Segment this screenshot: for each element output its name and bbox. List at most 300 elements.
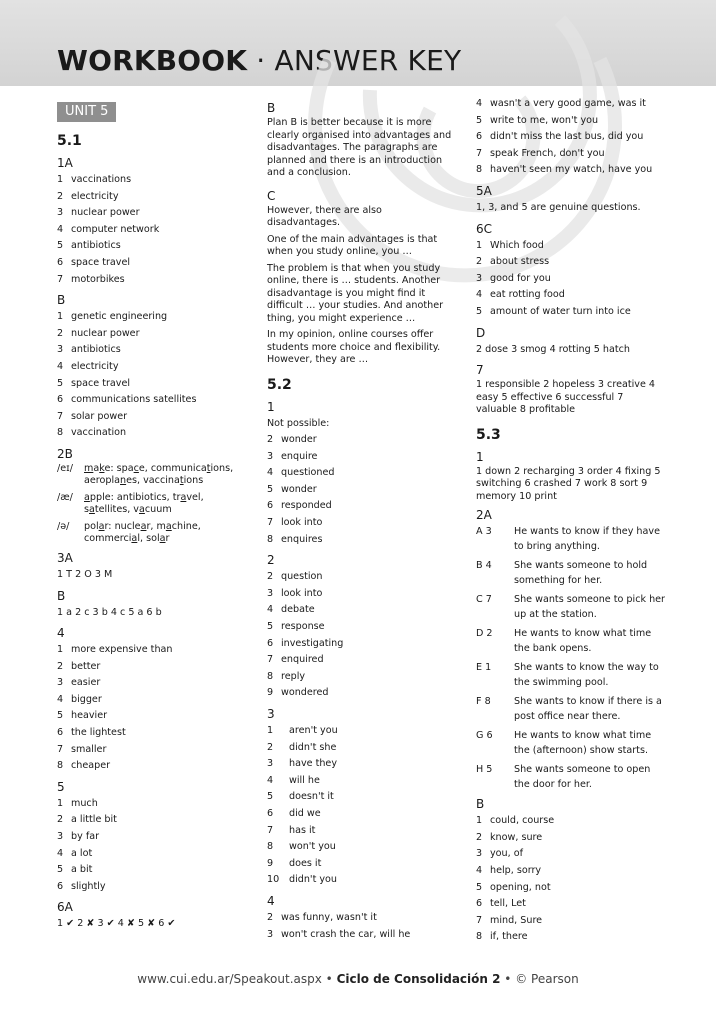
item-answer: genetic engineering [71,311,168,323]
item-answer: write to me, won't you [490,114,599,126]
item-number: 7 [267,517,274,529]
item-answer: didn't miss the last bus, did you [490,131,644,143]
phoneme-row: /eɪ/ make: space, communications, aeroplanes, vaccinations [57,462,234,487]
list-item [476,929,666,946]
ex-1a-heading: 1A [57,156,73,170]
item-number: 9 [267,687,274,699]
item-number: 7 [267,824,274,836]
item-answer: questioned [281,467,335,479]
item-number: 3 [476,272,483,284]
unit-badge: UNIT 5 [57,102,116,122]
item-answer: the lightest [71,727,126,739]
ex-3b-text: 1 a 2 c 3 b 4 c 5 a 6 b [57,606,162,618]
item-answer: haven't seen my watch, have you [490,164,653,176]
item-number: 2 [476,256,483,268]
list-item [267,773,457,790]
column-3 [476,96,666,946]
list-item [267,789,457,806]
page-footer [0,972,716,986]
item-answer: motorbikes [71,273,125,285]
item-number: 5 [267,483,274,495]
item-number: 5 [476,114,483,126]
list-item [476,896,666,913]
item-answer: She wants someone to pick her up at the station. [514,594,665,621]
ex-2b-heading: 2B [57,446,73,461]
item-answer: won't you [289,841,336,853]
list-item [267,856,457,873]
item-number: 5 [267,791,274,803]
item-answer: about stress [490,256,550,268]
list-item [57,758,247,775]
phoneme-row: /ə/ polar: nuclear, machine, commercial, solar [57,520,201,545]
item-answer: help, sorry [490,864,542,876]
list-item [267,652,457,669]
list-item [57,725,247,742]
item-answer: cheaper [71,760,111,772]
ex-1b-heading: B [57,293,66,308]
item-number: 6 [476,131,483,143]
item-number: 4 [476,289,483,301]
item-answer: a lot [71,847,93,859]
list-item [57,359,247,376]
text: you might find it difficult … your studies. [267,287,426,311]
list-item [57,708,247,725]
ex-53-2a-heading: 2A [476,508,492,523]
item-number: 10 [267,874,280,886]
item-number: 9 [267,857,274,869]
column-2 [267,96,457,943]
footer-sep: • [321,972,337,986]
item-number: 7 [476,147,483,159]
page-title [57,45,461,77]
item-number: 1 [57,311,64,323]
ex-52-4-list [267,910,457,943]
item-answer: She wants someone to open the door for her. [514,764,651,791]
item-answer: a little bit [71,814,117,826]
list-item [267,756,457,773]
list-item [476,238,666,255]
list-item [57,238,247,255]
item-number: 8 [476,931,483,943]
ex-53-b-list [476,813,666,946]
item-number: 8 [57,760,64,772]
list-item [57,829,247,846]
item-number: 8 [267,670,274,682]
item-answer: space travel [71,256,131,268]
list-item [476,558,666,588]
section-5-3-heading: 5.3 [476,426,501,443]
item-answer: wonder [281,483,317,495]
list-item [57,342,247,359]
phrase: However, [267,204,313,216]
list-item [476,762,666,792]
item-number: 8 [476,164,483,176]
item-answer: has it [289,824,316,836]
item-answer: look into [281,517,323,529]
ex-b-text: Plan B is better because it is more clearly organised into advantages and disadvantages. The paragraphs are planned and there is an introduction and a conclusion. [267,117,452,178]
list-item [476,129,666,146]
list-item [57,172,247,189]
item-answer: heavier [71,710,108,722]
list-item [267,619,457,636]
item-answer: better [71,660,101,672]
ex-b-heading: B [267,101,276,115]
item-number: 1 [267,725,274,736]
ex-5a-heading: 5A [476,183,492,198]
section-5-1-heading: 5.1 [57,133,82,149]
item-number: 6 [57,727,64,739]
list-item [267,586,457,603]
item-answer: didn't you [289,874,338,886]
list-item [57,675,247,692]
item-answer: wondered [281,687,329,699]
item-number: 5 [57,240,64,252]
item-answer: mind, Sure [490,914,543,926]
list-item [476,113,666,130]
page-header [0,0,716,86]
item-number: 2 [476,831,483,843]
item-number: 1 [476,239,483,251]
item-answer: He wants to know what time the (afternoon) show starts. [514,730,652,757]
ex-c-para-4 [267,329,457,367]
item-number: 3 [267,587,274,599]
item-answer: bigger [71,693,102,705]
item-answer: communications satellites [71,394,197,406]
list-item [476,728,666,758]
list-item [476,146,666,163]
list-item [476,694,666,724]
list-item [267,823,457,840]
ex-c-para-1 [267,205,457,230]
item-number: 4 [476,98,483,109]
item-answer: investigating [281,637,344,649]
list-item [57,205,247,222]
text: when you study online, you … [267,246,412,257]
item-number: 6 [57,394,64,406]
item-answer: will he [289,774,320,786]
ex-6c-list [476,238,666,321]
ex-6a-text: 1 ✔ 2 ✘ 3 ✔ 4 ✘ 5 ✘ 6 ✔ [57,918,176,930]
list-item [267,723,457,740]
item-answer: could, course [490,815,555,827]
ex-4-cont-list [476,96,666,179]
ex-6c-heading: 6C [476,221,493,236]
item-answer: question [281,571,323,583]
item-answer: have they [289,758,338,770]
item-answer: She wants someone to hold something for her. [514,560,648,587]
item-number: 3 [267,928,274,940]
item-answer: you, of [490,848,523,860]
item-answer: computer network [71,223,160,235]
item-number: 5 [476,881,483,893]
list-item [267,910,457,927]
item-answer: He wants to know what time the bank opens. [514,628,652,655]
item-number: 6 [267,637,274,649]
item-number: 4 [57,223,64,235]
ex-c-para-2 [267,234,457,259]
item-number: 7 [57,410,64,422]
item-answer: much [71,797,98,809]
text: when you study online, there is … students. [267,262,441,286]
list-item [57,392,247,409]
item-answer: Which food [490,239,544,251]
item-number: 2 [267,571,274,583]
item-answer: good for you [490,272,551,284]
list-item [57,742,247,759]
item-number: 8 [57,427,64,439]
item-answer: nuclear power [71,327,140,339]
item-answer: was funny, wasn't it [281,911,377,923]
ex-52-3-heading: 3 [267,707,275,721]
item-number: 6 [267,807,274,819]
item-answer: nuclear power [71,207,140,219]
item-answer: by far [71,831,100,843]
list-item [476,846,666,863]
list-item [267,532,457,549]
item-number: 4 [267,467,274,479]
item-number: C 7 [476,594,492,606]
item-answer: speak French, don't you [490,147,605,159]
item-number: 4 [267,774,274,786]
item-answer: reply [281,670,306,682]
ex-7-heading: 7 [476,363,484,378]
list-item [476,162,666,179]
item-number: 2 [57,660,64,672]
list-item [267,432,457,449]
item-answer: responded [281,500,332,512]
ex-4-list [57,642,247,775]
list-item [57,812,247,829]
item-answer: did we [289,807,321,819]
list-item [57,189,247,206]
phoneme-row: /æ/ apple: antibiotics, travel, satellites, vacuum [57,491,204,516]
ex-7-text: 1 responsible 2 hopeless 3 creative 4 easy 5 effective 6 successful 7 valuable 8 profitable [476,379,656,416]
list-item [476,592,666,622]
item-number: 2 [267,434,274,446]
list-item [57,409,247,426]
item-number: D 2 [476,628,493,640]
list-item [267,569,457,586]
item-answer: enquire [281,450,318,462]
item-number: B 4 [476,560,492,572]
item-number: 7 [57,743,64,755]
ex-52-2-heading: 2 [267,553,275,568]
item-number: 3 [57,344,64,356]
list-item [476,96,666,113]
list-item [57,846,247,863]
list-item [57,879,247,896]
list-item [476,287,666,304]
list-item [476,271,666,288]
item-number: 2 [57,327,64,339]
list-item [57,659,247,676]
list-item [476,913,666,930]
footer-sep: • [500,972,516,986]
item-answer: wasn't a very good game, was it [490,98,646,109]
item-answer: vaccination [71,427,127,439]
list-item [476,626,666,656]
item-number: 5 [57,864,64,876]
ex-5a-text: 1, 3, and 5 are genuine questions. [476,201,641,213]
list-item [267,482,457,499]
ex-d-heading: D [476,325,486,340]
list-item [476,254,666,271]
list-item [267,449,457,466]
item-number: 7 [476,914,483,926]
list-item [267,515,457,532]
item-number: 4 [57,693,64,705]
ex-1a-list [57,172,247,288]
item-answer: look into [281,587,323,599]
ex-52-2-list [267,569,457,702]
ex-52-3-list [267,723,457,889]
footer-course: Ciclo de Consolidación 2 [336,972,501,986]
list-item [267,872,457,889]
item-answer: debate [281,604,315,616]
ex-2b-list [57,463,247,546]
ex-5-list [57,796,247,896]
item-answer: does it [289,857,322,869]
list-item [57,642,247,659]
phrase: In my opinion, [267,329,336,340]
list-item [476,304,666,321]
item-answer: electricity [71,190,119,202]
item-number: 3 [267,450,274,462]
item-answer: response [281,621,325,633]
list-item [57,796,247,813]
list-item [267,806,457,823]
ex-53-2a-list [476,524,666,792]
column-1 [57,96,247,933]
item-number: 4 [476,864,483,876]
item-number: G 6 [476,730,493,742]
phrase: One of the main advantages is that [267,233,438,245]
item-number: E 1 [476,662,492,674]
item-number: 3 [57,207,64,219]
item-number: 3 [267,758,274,770]
item-answer: solar power [71,410,128,422]
item-number: A 3 [476,526,492,538]
ex-5-heading: 5 [57,779,65,794]
title-rest: · ANSWER KEY [247,44,462,77]
list-item [476,830,666,847]
item-number: 2 [57,190,64,202]
list-item [267,465,457,482]
item-number: 3 [57,831,64,843]
text: they are … [312,354,369,365]
ex-4-heading: 4 [57,626,65,641]
list-item [57,376,247,393]
item-answer: know, sure [490,831,543,843]
list-item [57,326,247,343]
item-number: 1 [57,797,64,809]
footer-url[interactable]: www.cui.edu.ar/Speakout.aspx [137,972,322,986]
ex-c-heading: C [267,188,276,203]
ex-53-1-text: 1 down 2 recharging 3 order 4 fixing 5 switching 6 crashed 7 work 8 sort 9 memory 10 print [476,465,661,502]
section-5-2-heading: 5.2 [267,376,292,393]
item-answer: slightly [71,880,106,892]
item-number: 7 [267,654,274,666]
list-item [57,255,247,272]
list-item [57,309,247,326]
item-number: 8 [267,533,274,545]
list-item [57,862,247,879]
item-answer: easier [71,677,101,689]
item-answer: if, there [490,931,528,943]
item-answer: She wants to know the way to the swimming pool. [514,662,659,689]
list-item [57,692,247,709]
list-item [267,669,457,686]
item-answer: tell, Let [490,898,526,910]
item-number: 3 [57,677,64,689]
ex-3a-heading: 3A [57,550,73,565]
item-answer: He wants to know if they have to bring anything. [514,526,660,553]
item-number: 2 [267,911,274,923]
item-number: 2 [57,814,64,826]
footer-copyright: © Pearson [515,972,579,986]
item-answer: antibiotics [71,344,121,356]
item-answer: space travel [71,377,131,389]
item-number: 6 [57,880,64,892]
item-number: 5 [57,710,64,722]
ex-6a-heading: 6A [57,900,73,915]
item-answer: aren't you [289,725,338,736]
item-answer: doesn't it [289,791,334,803]
ex-3a-text: 1 T 2 O 3 M [57,568,113,580]
list-item [267,498,457,515]
item-number: 5 [267,621,274,633]
list-item [267,636,457,653]
ex-52-1-heading: 1 [267,399,275,414]
item-answer: antibiotics [71,240,121,252]
phrase: The problem is that [267,262,361,274]
text: online courses offer students more choice and flexibility. [267,329,441,353]
title-bold: WORKBOOK [57,44,248,77]
item-number: 2 [267,741,274,753]
item-number: 1 [476,815,483,827]
list-item [476,863,666,880]
phrase: And another thing, [267,300,444,324]
item-answer: She wants to know if there is a post office near there. [514,696,662,723]
item-number: 8 [267,841,274,853]
item-number: 4 [267,604,274,616]
item-answer: didn't she [289,741,337,753]
item-answer: vaccinations [71,174,132,185]
item-answer: electricity [71,360,119,372]
item-answer: wonder [281,434,317,446]
item-number: H 5 [476,764,493,776]
text: you might experience … [294,312,416,324]
item-number: 4 [57,847,64,859]
list-item [267,740,457,757]
ex-1b-list [57,309,247,442]
item-number: 6 [57,256,64,268]
item-number: 1 [57,644,64,656]
list-item [267,685,457,702]
item-answer: a bit [71,864,93,876]
list-item [57,222,247,239]
list-item [57,272,247,289]
ex-52-1-list [267,432,457,548]
item-answer: opening, not [490,881,551,893]
list-item [476,880,666,897]
ex-53-b-heading: B [476,797,485,812]
item-number: 6 [267,500,274,512]
list-item [476,813,666,830]
list-item [476,524,666,554]
list-item [267,927,457,944]
list-item [267,602,457,619]
